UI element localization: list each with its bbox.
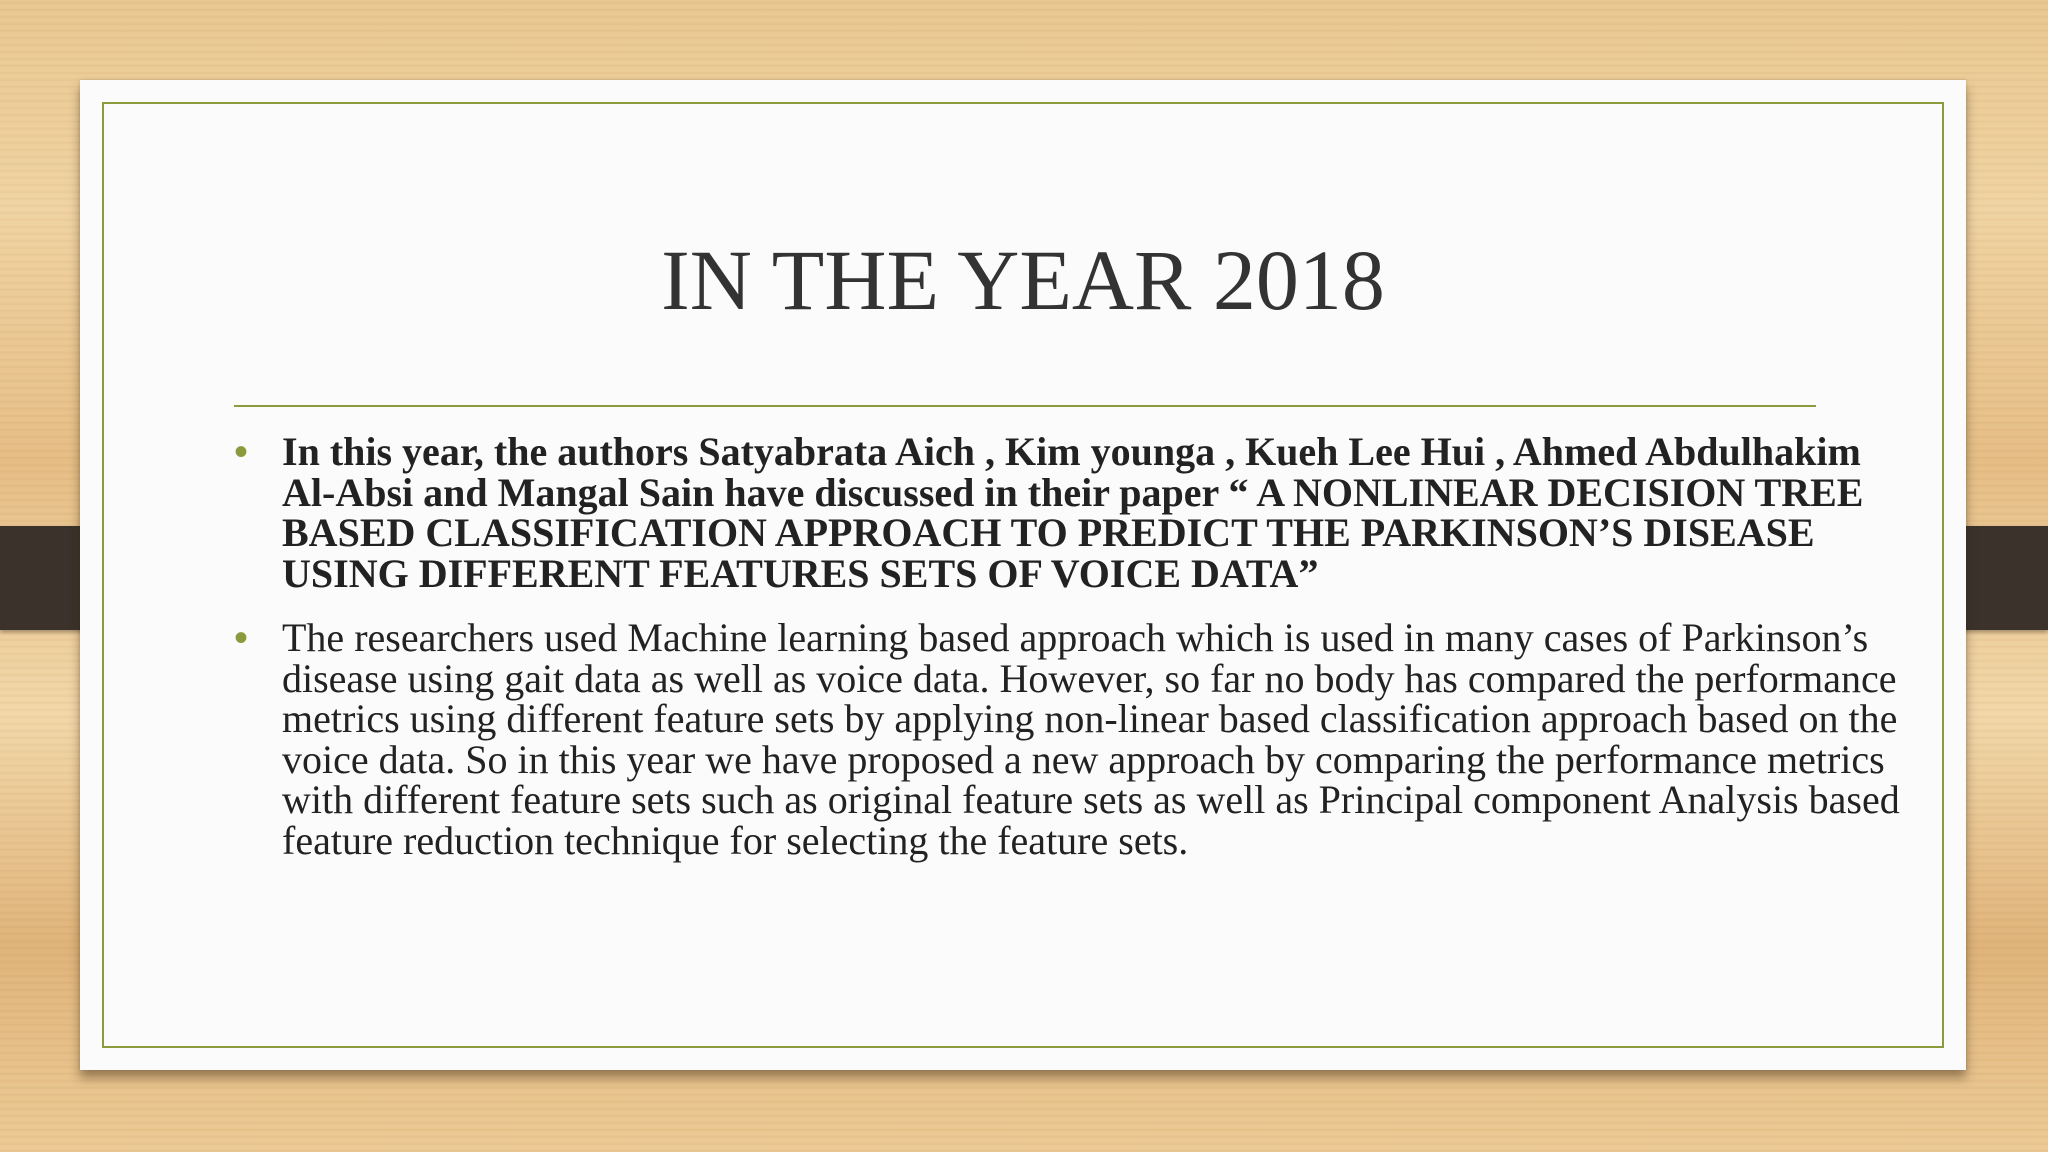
bullet-text-paper: In this year, the authors Satyabrata Aich , Kim younga , Kueh Lee Hui , Ahmed Abdulhakim Al-Absi and Mangal Sain have discussed in their paper “ A NONLINEAR DECISION TREE BASED CLASSIFICATION APPROACH TO PREDICT THE PARKINSON’S DISEASE USING DIFFERENT FEATURES SETS OF VOICE DATA”: [282, 429, 1864, 596]
bullet-dot-icon: •: [234, 430, 249, 474]
slide-title: IN THE YEAR 2018: [661, 232, 1385, 328]
bullet-item-approach: [234, 615, 1914, 863]
slide-card: [80, 80, 1966, 1070]
bullet-item-paper: [234, 429, 1914, 596]
bullet-dot-icon: •: [234, 616, 249, 660]
bullet-list: [234, 429, 1914, 863]
title-divider: [234, 405, 1816, 407]
bullet-text-approach: The researchers used Machine learning based approach which is used in many cases of Parkinson’s disease using gait data as well as voice data. However, so far no body has compared the performance metrics using different feature sets by applying non-linear based classification approach based on the voice data. So in this year we have proposed a new approach by comparing the performance metrics with different feature sets such as original feature sets as well as Principal component Analysis based feature reduction technique for selecting the feature sets.: [282, 615, 1900, 863]
